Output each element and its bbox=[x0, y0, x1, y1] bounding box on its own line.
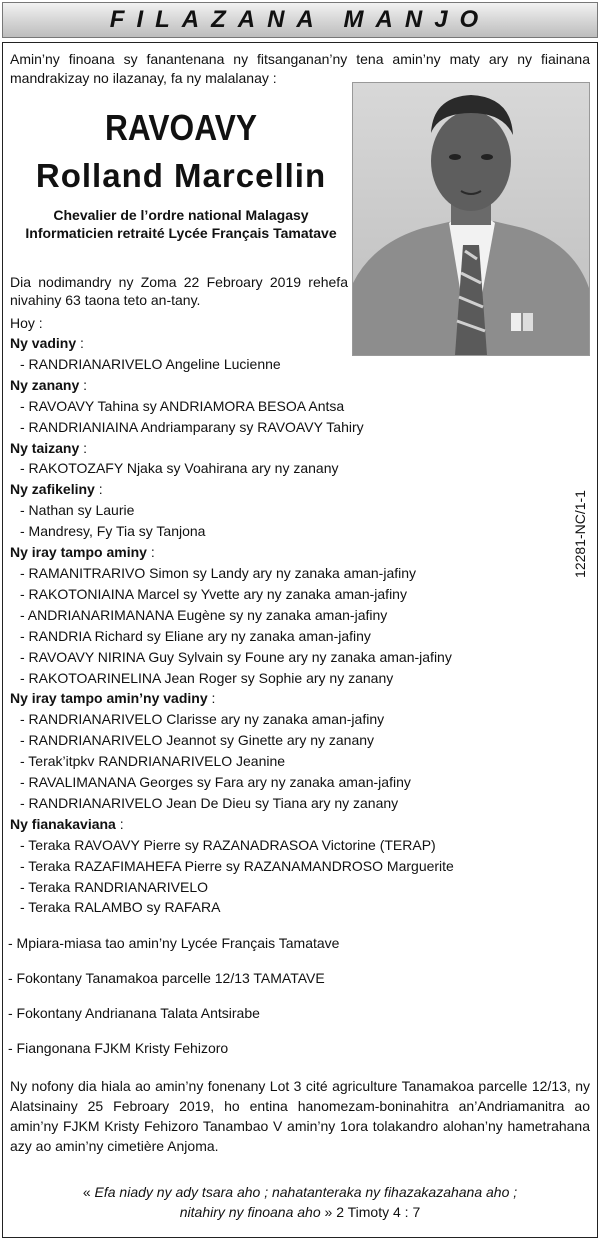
family-heading: Ny zafikeliny : bbox=[10, 481, 103, 498]
deceased-given-names: Rolland Marcellin bbox=[35, 157, 327, 194]
family-heading: Ny iray tampo aminy : bbox=[10, 544, 155, 561]
header-title: FILAZANA MANJO bbox=[109, 6, 491, 33]
quote-line-2: nitahiry ny finoana aho » 2 Timoty 4 : 7 bbox=[179, 1204, 421, 1220]
family-group bbox=[10, 333, 570, 375]
family-item: - Teraka RANDRIANARIVELO bbox=[20, 878, 209, 895]
family-item: - RAVALIMANANA Georges sy Fara ary ny zanaka aman-jafiny bbox=[20, 774, 411, 791]
reference-code-text: 12281-NC/1-1 bbox=[572, 490, 588, 578]
family-item: - RAKOTOZAFY Njaka sy Voahirana ary ny zanany bbox=[20, 460, 339, 477]
family-item: - Teraka RALAMBO sy RAFARA bbox=[20, 899, 221, 916]
deceased-titles bbox=[10, 206, 352, 242]
association-item: - Fokontany Andrianana Talata Antsirabe bbox=[8, 1005, 260, 1021]
bible-quote bbox=[10, 1182, 590, 1222]
family-item: - Teraka RAVOAVY Pierre sy RAZANADRASOA Victorine (TERAP) bbox=[20, 836, 436, 853]
family-group bbox=[10, 814, 570, 919]
burial-notice: Ny nofony dia hiala ao amin’ny fonenany Lot 3 cité agriculture Tanamakoa parcelle 12/13, ny Alatsinainy 25 Febroary 2019, ho entina hanomezam-boninahitra an’Andriamanitra ao amin’ny FJKM Kristy Fehizoro Tanambao V amin’ny 1ora tolakandro alohan’ny hametrahana azy ao amin’ny cimetière Anjoma. bbox=[10, 1078, 590, 1154]
family-item: - Terak’itpkv RANDRIANARIVELO Jeanine bbox=[20, 753, 286, 770]
family-item: - RANDRIA Richard sy Eliane ary ny zanaka aman-jafiny bbox=[20, 627, 371, 644]
family-item: - RAVOAVY NIRINA Guy Sylvain sy Foune ary ny zanaka aman-jafiny bbox=[20, 648, 452, 665]
quote-reference: 2 Timoty 4 : 7 bbox=[336, 1204, 421, 1220]
family-item: - RAVOAVY Tahina sy ANDRIAMORA BESOA Antsa bbox=[20, 397, 345, 414]
family-group bbox=[10, 542, 570, 688]
family-item: - Nathan sy Laurie bbox=[20, 502, 135, 519]
family-group bbox=[10, 438, 570, 480]
deceased-surname: RAVOAVY bbox=[105, 107, 257, 148]
header-banner bbox=[2, 2, 598, 38]
family-heading: Ny taizany : bbox=[10, 439, 88, 456]
family-item: - RANDRIANARIVELO Clarisse ary ny zanaka aman-jafiny bbox=[20, 711, 385, 728]
family-heading: Ny fianakaviana : bbox=[10, 815, 124, 832]
family-item: - RANDRIANARIVELO Jeannot sy Ginette ary ny zanany bbox=[20, 732, 375, 749]
family-item: - RAMANITRARIVO Simon sy Landy ary ny zanaka aman-jafiny bbox=[20, 564, 417, 581]
family-item: - RANDRIANIAINA Andriamparany sy RAVOAVY Tahiry bbox=[20, 418, 364, 435]
reference-code bbox=[564, 474, 596, 594]
death-notice: Dia nodimandry ny Zoma 22 Febroary 2019 rehefa nivahiny 63 taona teto an-tany. bbox=[10, 274, 348, 308]
family-heading: Ny iray tampo amin’ny vadiny : bbox=[10, 690, 216, 707]
family-item: - Mandresy, Fy Tia sy Tanjona bbox=[20, 523, 206, 540]
deceased-title-1: Chevalier de l’ordre national Malagasy bbox=[53, 207, 309, 223]
family-group bbox=[10, 375, 570, 438]
family-item: - Teraka RAZAFIMAHEFA Pierre sy RAZANAMANDROSO Marguerite bbox=[20, 857, 454, 874]
association-item: - Fiangonana FJKM Kristy Fehizoro bbox=[8, 1040, 229, 1056]
association-item: - Mpiara-miasa tao amin’ny Lycée Français Tamatave bbox=[8, 935, 340, 951]
intro-text: Amin’ny finoana sy fanantenana ny fitsanganan’ny tena amin’ny maty ary ny fiainana mandrakizay no ilazanay, fa ny malalanay : bbox=[10, 51, 590, 86]
hoy-label: Hoy : bbox=[10, 315, 43, 331]
deceased-title-2: Informaticien retraité Lycée Français Tamatave bbox=[25, 225, 337, 241]
family-item: - ANDRIANARIMANANA Eugène sy ny zanaka aman-jafiny bbox=[20, 606, 388, 623]
family-heading: Ny zanany : bbox=[10, 376, 88, 393]
quote-line-1: « Efa niady ny ady tsara aho ; nahatanteraka ny fihazakazahana aho ; bbox=[82, 1184, 518, 1200]
family-item: - RANDRIANARIVELO Jean De Dieu sy Tiana ary ny zanany bbox=[20, 794, 399, 811]
family-list bbox=[10, 333, 570, 918]
family-item: - RAKOTOARINELINA Jean Roger sy Sophie ary ny zanany bbox=[20, 669, 394, 686]
association-item: - Fokontany Tanamakoa parcelle 12/13 TAMATAVE bbox=[8, 970, 325, 986]
family-item: - RAKOTONIAINA Marcel sy Yvette ary ny zanaka aman-jafiny bbox=[20, 585, 407, 602]
portrait-photo bbox=[352, 82, 590, 356]
family-group bbox=[10, 688, 570, 813]
family-item: - RANDRIANARIVELO Angeline Lucienne bbox=[20, 355, 281, 372]
family-heading: Ny vadiny : bbox=[10, 335, 84, 351]
family-group bbox=[10, 479, 570, 542]
